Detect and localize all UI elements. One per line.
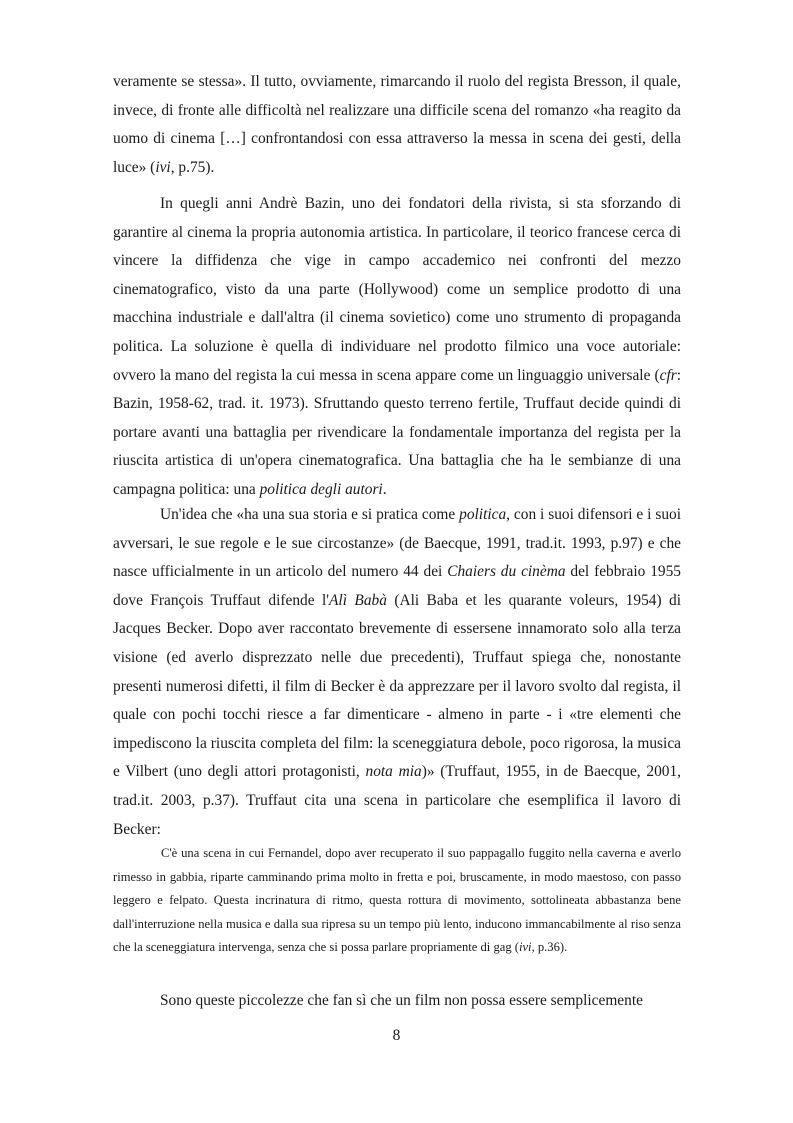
- paragraph-bresson: veramente se stessa». Il tutto, ovviamente, rimarcando il ruolo del regista Bresson, il quale, invece, di fronte alle difficoltà nel realizzare una difficile scena del romanzo «ha reagito da uomo di cinema […] confrontandosi con essa attraverso la messa in scena dei gesti, della luce» (ivi, p.75).: [113, 73, 681, 176]
- paragraph-bazin: In quegli anni Andrè Bazin, uno dei fondatori della rivista, si sta sforzando di garantire al cinema la propria autonomia artistica. In particolare, il teorico francese cerca di vincere la diffidenza che vige in campo accademico nei confronti del mezzo cinematografico, visto da una parte (Hollywood) come un semplice prodotto di una macchina industriale e dall'altra (il cinema sovietico) come uno strumento di propaganda politica. La soluzione è quella di individuare nel prodotto filmico una voce autoriale: ovvero la mano del regista la cui messa in scena appare come un linguaggio universale (cfr: Bazin, 1958-62, trad. it. 1973). Sfruttando questo terreno fertile, Truffaut decide quindi di portare avanti una battaglia per rivendicare la fondamentale importanza del regista per la riuscita artistica di un'opera cinematografica. Una battaglia che ha le sembianze di una campagna politica: una politica degli autori.: [113, 195, 681, 498]
- paragraph-piccolezze: Sono queste piccolezze che fan sì che un film non possa essere semplicemente: [160, 992, 643, 1009]
- block-quote: C'è una scena in cui Fernandel, dopo aver recuperato il suo pappagallo fuggito nella caverna e averlo rimesso in gabbia, riparte camminando prima molto in fretta e poi, bruscamente, in modo maestoso, con passo leggero e felpato. Questa incrinatura di ritmo, questa rottura di movimento, sottolineata abbastanza bene dall'interruzione nella musica e dalla sua ripresa su un tempo più lento, inducono immancabilmente al riso senza che la sceneggiatura intervenga, senza che si possa parlare propriamente di gag (ivi, p.36).: [113, 846, 681, 954]
- paragraph-politica-autori: Un'idea che «ha una sua storia e si pratica come politica, con i suoi difensori e i suoi avversari, le sue regole e le sue circostanze» (de Baecque, 1991, trad.it. 1993, p.97) e che nasce ufficialmente in un articolo del numero 44 dei Chaiers du cinèma del febbraio 1955 dove François Truffaut difende l'Alì Babà (Ali Baba et les quarante voleurs, 1954) di Jacques Becker. Dopo aver raccontato brevemente di essersene innamorato solo alla terza visione (ed averlo disprezzato nelle due precedenti), Truffaut spiega che, nonostante presenti numerosi difetti, il film di Becker è da apprezzare per il lavoro svolto dal regista, il quale con pochi tocchi riesce a far dimenticare - almeno in parte - i «tre elementi che impediscono la riuscita completa del film: la sceneggiatura debole, poco rigorosa, la musica e Vilbert (uno degli attori protagonisti, nota mia)» (Truffaut, 1955, in de Baecque, 2001, trad.it. 2003, p.37). Truffaut cita una scena in particolare che esemplifica il lavoro di Becker:: [113, 506, 682, 838]
- page-number: 8: [392, 1027, 401, 1044]
